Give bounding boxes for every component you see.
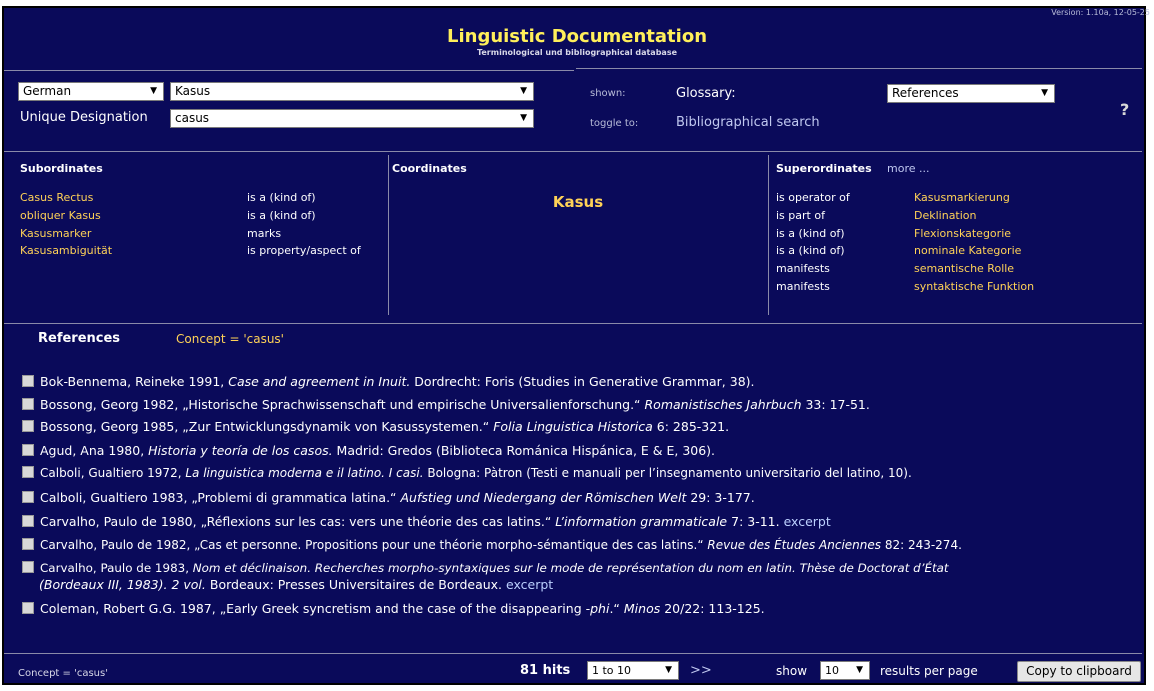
- subordinate-relation: is property/aspect of: [247, 244, 361, 257]
- excerpt-link[interactable]: excerpt: [506, 577, 554, 592]
- toggle-label: toggle to:: [590, 118, 639, 129]
- reference-item: Bossong, Georg 1982, „Historische Sprachwissenschaft und empirische Universalienforschung.“ Romanistisches Jahrbuch 33: 17-51.: [22, 397, 870, 412]
- per-page-select[interactable]: [820, 661, 870, 680]
- reference-checkbox[interactable]: [22, 375, 34, 387]
- reference-checkbox[interactable]: [22, 538, 34, 550]
- reference-item: Coleman, Robert G.G. 1987, „Early Greek syncretism and the case of the disappearing -phi.“ Minos 20/22: 113-125.: [22, 601, 765, 616]
- toggle-link[interactable]: Bibliographical search: [676, 115, 820, 130]
- footer-divider: [4, 653, 1142, 654]
- app-title: Linguistic Documentation: [446, 26, 708, 47]
- copy-to-clipboard-button[interactable]: Copy to clipboard: [1017, 661, 1141, 682]
- coordinates-header: Coordinates: [392, 162, 467, 175]
- per-page-select-value: 10: [825, 664, 839, 677]
- term-select[interactable]: [170, 82, 534, 101]
- shown-value: Glossary:: [676, 86, 736, 101]
- chevron-down-icon: ▼: [520, 113, 527, 123]
- header-divider-left: [4, 70, 574, 71]
- reference-checkbox[interactable]: [22, 561, 34, 573]
- subordinate-relation: is a (kind of): [247, 209, 316, 222]
- show-label: show: [776, 664, 808, 678]
- relations-divider: [4, 323, 1142, 324]
- chevron-down-icon: ▼: [1041, 88, 1048, 98]
- subordinates-header: Subordinates: [20, 162, 103, 175]
- language-select[interactable]: [18, 82, 164, 101]
- reference-item: Carvalho, Paulo de 1983, Nom et déclinaison. Recherches morpho-syntaxiques sur le mode de représentation du nom en latin. Thèse de Doctorat d’État: [22, 561, 949, 575]
- reference-checkbox[interactable]: [22, 515, 34, 527]
- chevron-down-icon: ▼: [520, 86, 527, 96]
- superordinate-term[interactable]: Flexionskategorie: [914, 227, 1012, 240]
- reference-item: Calboli, Gualtiero 1983, „Problemi di grammatica latina.“ Aufstieg und Niedergang der Römischen Welt 29: 3-177.: [22, 490, 755, 505]
- results-per-page-label: results per page: [880, 664, 978, 678]
- reference-checkbox[interactable]: [22, 444, 34, 456]
- hits-count: 81 hits: [520, 663, 571, 678]
- superordinate-term[interactable]: semantische Rolle: [914, 262, 1015, 275]
- superordinate-term[interactable]: syntaktische Funktion: [914, 280, 1035, 293]
- superordinate-term[interactable]: Deklination: [914, 209, 977, 222]
- subordinate-term[interactable]: obliquer Kasus: [20, 209, 101, 222]
- subordinate-relation: is a (kind of): [247, 191, 316, 204]
- view-select-value: References: [892, 86, 959, 100]
- superordinate-term[interactable]: nominale Kategorie: [914, 244, 1022, 257]
- current-concept: Kasus: [552, 193, 604, 211]
- superordinate-relation: manifests: [776, 280, 830, 293]
- header-divider-right: [576, 68, 1142, 69]
- designation-select[interactable]: [170, 109, 534, 128]
- superordinate-relation: manifests: [776, 262, 830, 275]
- reference-item: Bossong, Georg 1985, „Zur Entwicklungsdynamik von Kasussystemen.“ Folia Linguistica Historica 6: 285-321.: [22, 419, 729, 434]
- superordinate-relation: is operator of: [776, 191, 850, 204]
- view-select[interactable]: [887, 84, 1055, 103]
- shown-label: shown:: [590, 88, 626, 99]
- subordinate-term[interactable]: Casus Rectus: [20, 191, 94, 204]
- help-icon[interactable]: ?: [1120, 100, 1130, 119]
- reference-item: Agud, Ana 1980, Historia y teoría de los casos. Madrid: Gredos (Biblioteca Románica Hispánica, E & E, 306).: [22, 443, 715, 458]
- reference-item: Bok-Bennema, Reineke 1991, Case and agreement in Inuit. Dordrecht: Foris (Studies in Generative Grammar, 38).: [22, 374, 755, 389]
- reference-checkbox[interactable]: [22, 398, 34, 410]
- designation-label: Unique Designation: [20, 110, 148, 125]
- version-label: Version: 1.10a, 12-05-25: [1051, 8, 1150, 17]
- column-divider-1: [388, 155, 389, 315]
- app-subtitle: Terminological und bibliographical database: [476, 48, 678, 57]
- superordinate-term[interactable]: Kasusmarkierung: [914, 191, 1010, 204]
- superordinates-header: Superordinates: [776, 162, 872, 175]
- designation-select-value: casus: [175, 111, 210, 125]
- superordinate-relation: is part of: [776, 209, 825, 222]
- column-divider-2: [768, 155, 769, 315]
- next-page-link[interactable]: >>: [690, 663, 712, 678]
- controls-divider: [4, 151, 1142, 152]
- reference-item: Calboli, Gualtiero 1972, La linguistica moderna e il latino. I casi. Bologna: Pàtron (Testi e manuali per l’insegnamento universitario del latino, 10).: [22, 466, 912, 480]
- chevron-down-icon: ▼: [150, 86, 157, 96]
- more-link[interactable]: more ...: [887, 162, 930, 175]
- term-select-value: Kasus: [175, 84, 211, 98]
- reference-item: Carvalho, Paulo de 1982, „Cas et personne. Propositions pour une théorie morpho-sémantique des cas latins.“ Revue des Études Anciennes 82: 243-274.: [22, 538, 962, 552]
- range-select[interactable]: [587, 661, 679, 680]
- subordinate-term[interactable]: Kasusambiguität: [20, 244, 113, 257]
- reference-checkbox[interactable]: [22, 491, 34, 503]
- language-select-value: German: [23, 84, 72, 98]
- references-header: References: [38, 331, 121, 346]
- reference-item: Carvalho, Paulo de 1980, „Réflexions sur les cas: vers une théorie des cas latins.“ L’information grammaticale 7: 3-11. excerpt: [22, 514, 831, 529]
- superordinate-relation: is a (kind of): [776, 244, 845, 257]
- reference-checkbox[interactable]: [22, 420, 34, 432]
- reference-item-continuation: (Bordeaux III, 1983). 2 vol. Bordeaux: Presses Universitaires de Bordeaux. excerpt: [39, 577, 554, 592]
- references-concept: Concept = 'casus': [176, 332, 284, 346]
- chevron-down-icon: ▼: [665, 665, 672, 675]
- chevron-down-icon: ▼: [856, 665, 863, 675]
- range-select-value: 1 to 10: [592, 664, 632, 677]
- footer-concept: Concept = 'casus': [18, 668, 108, 679]
- subordinate-term[interactable]: Kasusmarker: [20, 227, 92, 240]
- reference-checkbox[interactable]: [22, 602, 34, 614]
- excerpt-link[interactable]: excerpt: [783, 514, 831, 529]
- subordinate-relation: marks: [247, 227, 282, 240]
- reference-checkbox[interactable]: [22, 466, 34, 478]
- superordinate-relation: is a (kind of): [776, 227, 845, 240]
